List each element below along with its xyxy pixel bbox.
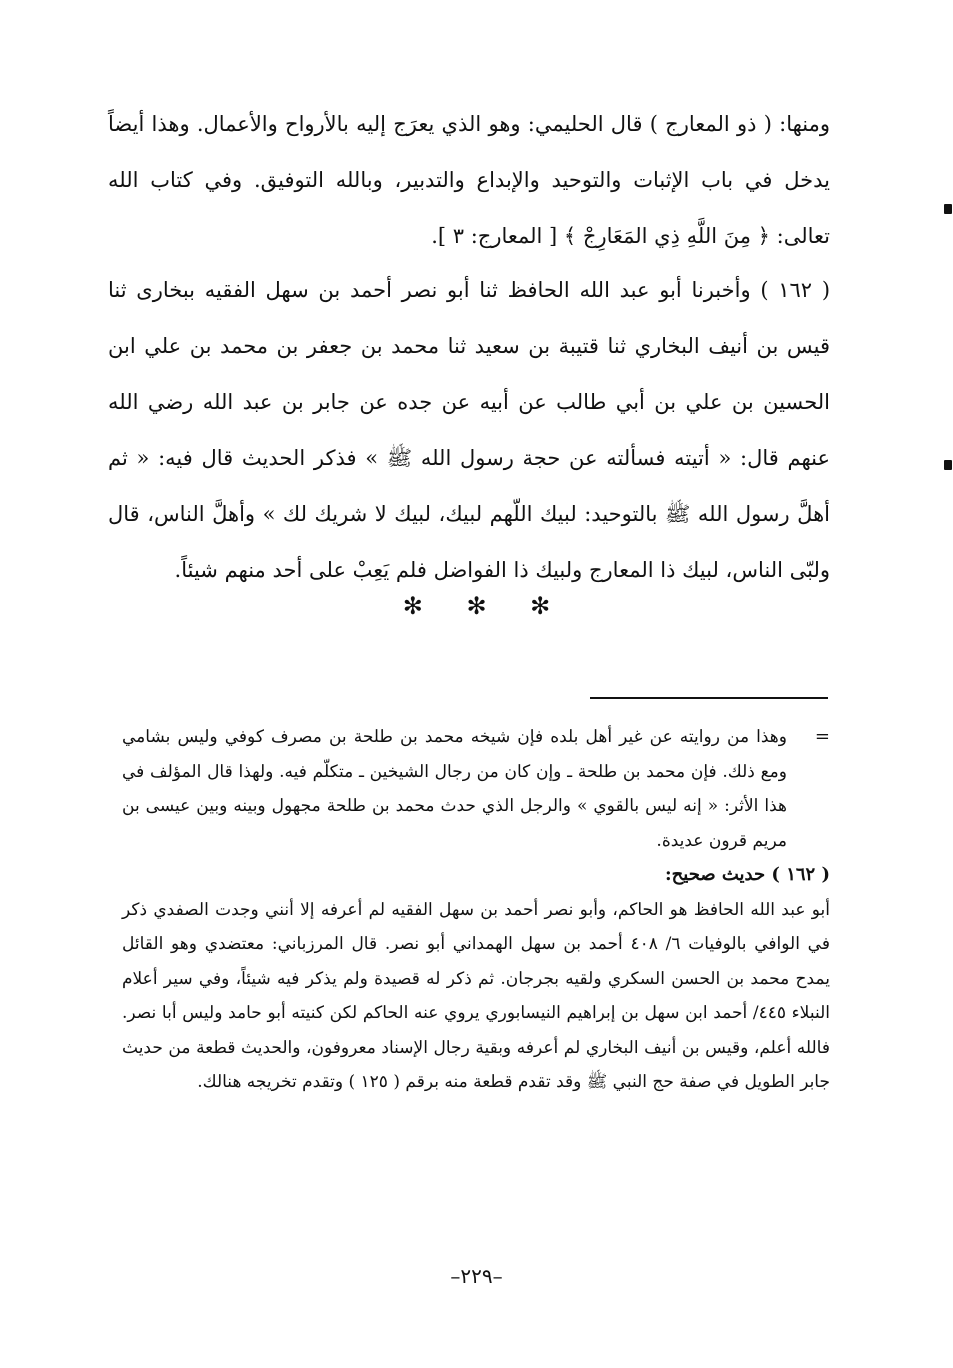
footnotes-section <box>122 720 830 1100</box>
section-separator: ✻ ✻ ✻ <box>402 592 551 620</box>
footnote-continuation-text: وهذا من روايته عن غير أهل بلده فإن شيخه محمد بن طلحة بن مصرف كوفي وليس بشامي ومع ذلك. فإن محمد بن طلحة ـ وإن كان من رجال الشيخين ـ متكلّم فيه. ولهذا قال المؤلف في هذا الأثر: « إنه ليس بالقوي » والرجل الذي حدث محمد بن طلحة مجهول وبينه وبين عيسى بن مريم قرون عديدة. <box>122 727 787 851</box>
page-number: –٢٢٩– <box>450 1264 503 1288</box>
continuation-marker: = <box>814 726 830 747</box>
margin-mark-1 <box>944 204 952 214</box>
footnote-heading: ( ١٦٢ ) حديث صحيح: <box>665 864 830 885</box>
main-paragraph-1: ومنها: ( ذو المعارج ) قال الحليمي: وهو الذي يعرَج إليه بالأرواح والأعمال. وهذا أيضاً يدخل في باب الإثبات والتوحيد والإبداع والتدبير، وبالله التوفيق. وفي كتاب الله تعالى: ﴿ مِنَ اللَّهِ ذِي المَعَارِجْ ﴾ [ المعارج: ٣ ]. <box>108 112 830 248</box>
main-paragraph-1-container <box>108 96 830 264</box>
footnote-continuation <box>122 720 830 858</box>
footnote-body: أبو عبد الله الحافظ هو الحاكم، وأبو نصر أحمد بن سهل الفقيه لم أعرفه إلا أنني وجدت الصفدي ذكر في الوافي بالوفيات ٦/ ٤٠٨ أحمد بن سهل الهمداني أبو نصر. قال المرزباني: معتضدي وهو القائل يمدح محمد بن الحسن السكري ولقيه بجرجان. ثم ذكر له قصيدة ولم يذكر فيه شيئاً، وفي سير أعلام النبلاء ٤٤٥/ أحمد ابن سهل بن إبراهيم النيسابوري يروي عنه الحاكم لكن كنيته أبو حامد وليس أبا نصر. فالله أعلم، وقيس بن أنيف البخاري لم أعرفه وبقية رجال الإسناد معروفون، والحديث قطعة من حديث جابر الطويل في صفة حج النبي ﷺ وقد تقدم قطعة منه برقم ( ١٢٥ ) وتقدم تخريجه هنالك. <box>122 899 830 1092</box>
main-paragraph-2: ( ١٦٢ ) وأخبرنا أبو عبد الله الحافظ ثنا أبو نصر أحمد بن سهل الفقيه ببخارى ثنا قيس بن أنيف البخاري ثنا قتيبة بن سعيد ثنا محمد بن جعفر بن محمد بن علي ابن الحسين بن علي بن أبي طالب عن أبيه عن جده عن جابر بن عبد الله رضي الله عنهم قال: « أتيته فسألته عن حجة رسول الله ﷺ » فذكر الحديث قال فيه: « ثم أهلَّ رسول الله ﷺ بالتوحيد: لبيك اللّهم لبيك، لبيك لا شريك لك » وأهلَّ الناس، قال ولبّى الناس، لبيك ذا المعارج ولبيك ذا الفواضل فلم يَعِبْ على أحد منهم شيئاً. <box>108 278 831 582</box>
margin-mark-2 <box>944 460 952 470</box>
footnote-divider <box>590 697 828 699</box>
main-paragraph-2-container <box>108 262 830 598</box>
